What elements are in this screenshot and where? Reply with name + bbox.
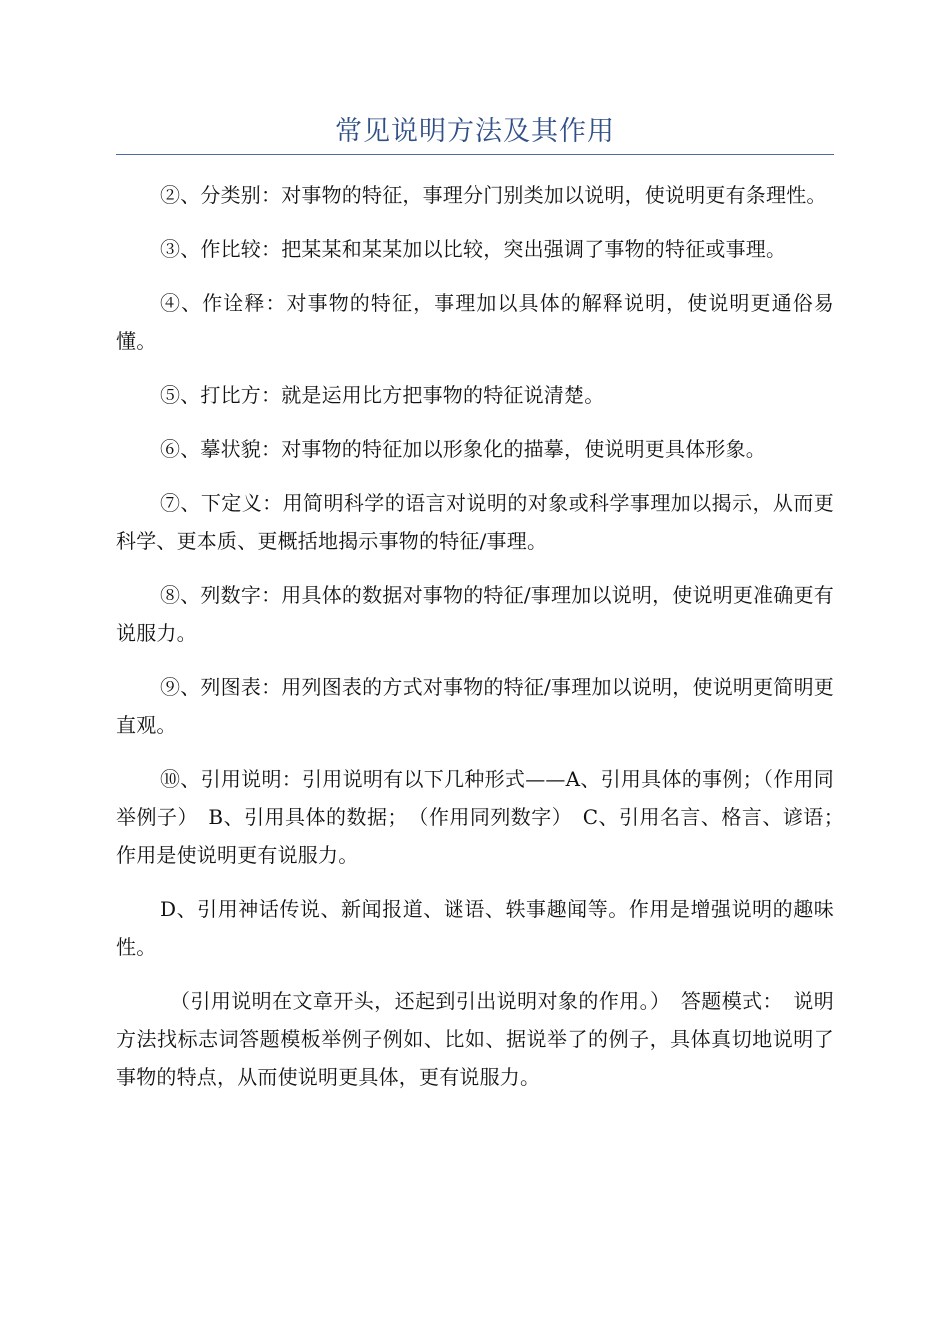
document-body xyxy=(116,176,855,1096)
paragraph-analogy: ⑤、打比方：就是运用比方把事物的特征说清楚。 xyxy=(160,383,605,407)
document-title: 常见说明方法及其作用 xyxy=(335,116,615,147)
paragraph-answer-mode: （引用说明在文章开头，还起到引出说明对象的作用。） 答题模式： 说明方法找标志词答题模板举例子例如、比如、据说举了的例子，具体真切地说明了事物的特点，从而使说明更具体，更有说服力。 xyxy=(116,989,834,1089)
paragraph-description: ⑥、摹状貌：对事物的特征加以形象化的描摹，使说明更具体形象。 xyxy=(160,437,766,461)
paragraph-numbers: ⑧、列数字：用具体的数据对事物的特征/事理加以说明，使说明更准确更有说服力。 xyxy=(116,583,834,645)
paragraph-citation-d: D、引用神话传说、新闻报道、谜语、轶事趣闻等。作用是增强说明的趣味性。 xyxy=(116,897,834,959)
paragraph-classification: ②、分类别：对事物的特征，事理分门别类加以说明，使说明更有条理性。 xyxy=(160,183,827,207)
paragraph-charts: ⑨、列图表：用列图表的方式对事物的特征/事理加以说明，使说明更简明更直观。 xyxy=(116,675,834,737)
paragraph-definition: ⑦、下定义：用简明科学的语言对说明的对象或科学事理加以揭示，从而更科学、更本质、更概括地揭示事物的特征/事理。 xyxy=(116,491,834,553)
paragraph-citation: ⑩、引用说明：引用说明有以下几种形式——A、引用具体的事例；（作用同举例子） B、引用具体的数据； （作用同列数字） C、引用名言、格言、谚语； 作用是使说明更有说服力。 xyxy=(116,767,855,867)
paragraph-explanation: ④、作诠释：对事物的特征，事理加以具体的解释说明，使说明更通俗易懂。 xyxy=(116,291,834,353)
paragraph-comparison: ③、作比较：把某某和某某加以比较，突出强调了事物的特征或事理。 xyxy=(160,237,787,261)
title-underline xyxy=(116,154,834,155)
